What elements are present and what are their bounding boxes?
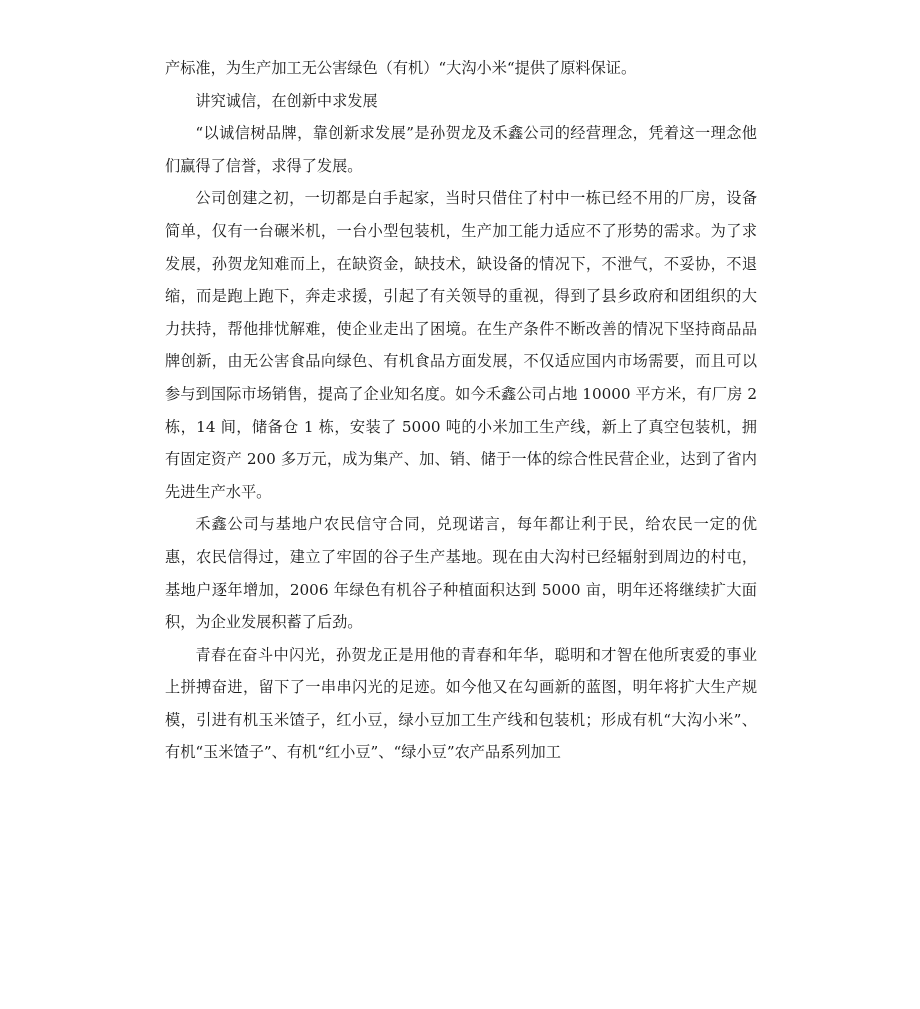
paragraph: 青春在奋斗中闪光，孙贺龙正是用他的青春和年华，聪明和才智在他所衷爱的事业上拼搏奋进，留下了一串串闪光的足迹。如今他又在勾画新的蓝图，明年将扩大生产规模，引进有机玉米馇子，红小豆，绿小豆加工生产线和包装机；形成有机“大沟小米”、有机“玉米馇子”、有机“红小豆”、“绿小豆”农产品系列加工: [165, 645, 757, 762]
document-body: [165, 52, 757, 769]
paragraph-continuation: 产标准，为生产加工无公害绿色（有机）“大沟小米“提供了原料保证。: [165, 59, 637, 77]
paragraph: 禾鑫公司与基地户农民信守合同，兑现诺言，每年都让利于民，给农民一定的优惠，农民信得过，建立了牢固的谷子生产基地。现在由大沟村已经辐射到周边的村屯，基地户逐年增加，2006 年绿色有机谷子种植面积达到 5000 亩，明年还将继续扩大面积，为企业发展积蓄了后劲。: [165, 515, 757, 632]
paragraph: 公司创建之初，一切都是白手起家，当时只借住了村中一栋已经不用的厂房，设备简单，仅有一台碾米机，一台小型包装机，生产加工能力适应不了形势的需求。为了求发展，孙贺龙知难而上，在缺资金，缺技术，缺设备的情况下，不泄气，不妥协，不退缩，而是跑上跑下，奔走求援，引起了有关领导的重视，得到了县乡政府和团组织的大力扶持，帮他排忧解难，使企业走出了困境。在生产条件不断改善的情况下坚持商品品牌创新，由无公害食品向绿色、有机食品方面发展，不仅适应国内市场需要，而且可以参与到国际市场销售，提高了企业知名度。如今禾鑫公司占地 10000 平方米，有厂房 2 栋，14 间，储备仓 1 栋，安装了 5000 吨的小米加工生产线，新上了真空包装机，拥有固定资产 200 多万元，成为集产、加、销、储于一体的综合性民营企业，达到了省内先进生产水平。: [165, 189, 757, 501]
paragraph: “以诚信树品牌，靠创新求发展”是孙贺龙及禾鑫公司的经营理念，凭着这一理念他们赢得了信誉，求得了发展。: [165, 124, 757, 175]
section-heading: 讲究诚信，在创新中求发展: [195, 91, 378, 110]
